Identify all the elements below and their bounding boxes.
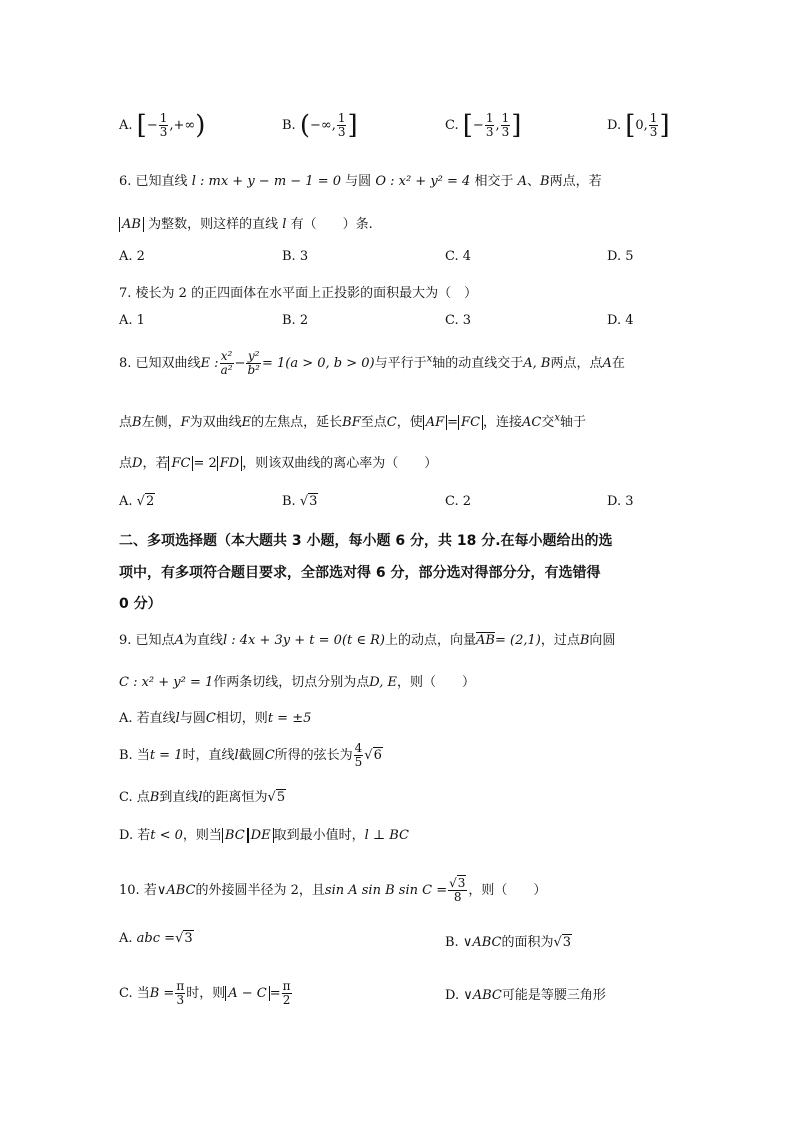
- q7-option-d: D. 4: [607, 313, 634, 328]
- q9-option-a: A. 若直线l与圆C相切，则t = ±5: [119, 711, 312, 726]
- q5-option-d: D. [0, $\frac{1}{3}$ ]: [607, 110, 670, 141]
- q9-option-c: C. 点B到直线l的距离恒为√5: [119, 790, 286, 805]
- q6-option-b: B. 3: [282, 249, 309, 264]
- q8-option-d: D. 3: [607, 494, 634, 509]
- q5-option-b: B. (−∞, $\frac{1}{3}$ ]: [282, 110, 358, 141]
- q5-option-c: C. [− $\frac{1}{3}$ , $\frac{1}{3}$ ]: [445, 110, 522, 141]
- q6-option-c: C. 4: [445, 249, 472, 264]
- q6-line2: AB 为整数，则这样的直线 l 有（ ）条.: [119, 213, 679, 232]
- q8-line1: 8. 已知双曲线E : $\frac{\text{x²}}{\text{a²}}$ − $\frac{\text{y²}}{\text{b²}}$ = 1(a > 0, b > 0)与平行于$^x$轴的动直线交于A, B两点，点A在: [119, 349, 625, 377]
- section-heading-line2: 项中，有多项符合题目要求，全部选对得 6 分，部分选对得部分分，有选错得: [119, 565, 601, 581]
- q8-option-c: C. 2: [445, 494, 472, 509]
- q10-stem: 10. 若∨ABC的外接圆半径为 2，且sin A sin B sin C = $\frac{√3}{8}$ ，则（ ）: [119, 876, 547, 904]
- q6-line1: 6. 已知直线 l : mx + y − m − 1 = 0 与圆 O : x² + y² = 4 相交于 A、B两点，若: [119, 174, 602, 189]
- q7-text: 7. 棱长为 2 的正四面体在水平面上正投影的面积最大为（ ）: [119, 286, 478, 301]
- q9-line1: 9. 已知点A为直线l : 4x + 3y + t = 0(t ∈ R)上的动点，向量$\overline{AB}= (2,1)$，过点B向圆: [119, 633, 616, 648]
- q10-option-b: B. ∨ABC的面积为√3: [445, 935, 572, 950]
- q10-option-a: A. abc =√3: [119, 931, 193, 946]
- section-heading-line1: 二、多项选择题（本大题共 3 小题，每小题 6 分，共 18 分.在每小题给出的选: [119, 533, 613, 549]
- q10-option-c: C. 当B = $\frac{\pi}{3}$ 时，则 A − C = $\frac{\pi}{2}$: [119, 979, 291, 1007]
- q7-option-b: B. 2: [282, 313, 309, 328]
- q8-option-b: B. √3: [282, 494, 318, 509]
- q5-option-a: A. [− $\frac{1}{3}$ ,+∞): [119, 110, 206, 141]
- q9-option-d: D. 若t < 0，则当 BC DE 取到最小值时，l ⊥ BC: [119, 828, 409, 843]
- q9-option-b: B. 当t = 1时，直线l截圆C所得的弦长为 $\frac{4}{5}$ √6: [119, 741, 382, 769]
- q7-option-a: A. 1: [119, 313, 145, 328]
- q7-option-c: C. 3: [445, 313, 472, 328]
- q8-line3: 点D，若 FC = 2 FD ，则该双曲线的离心率为（ ）: [119, 456, 438, 471]
- q6-option-a: A. 2: [119, 249, 145, 264]
- q8-option-a: A. √2: [119, 494, 155, 509]
- q9-line2: C : x² + y² = 1作两条切线，切点分别为点D, E，则（ ）: [119, 675, 476, 690]
- q8-line2: 点B左侧，F为双曲线E的左焦点，延长BF至点C，使 AF = FC ，连接AC交$^x$轴于: [119, 412, 587, 430]
- q6-option-d: D. 5: [607, 249, 634, 264]
- q10-option-d: D. ∨ABC可能是等腰三角形: [445, 988, 606, 1003]
- section-heading-line3: 0 分）: [119, 596, 162, 612]
